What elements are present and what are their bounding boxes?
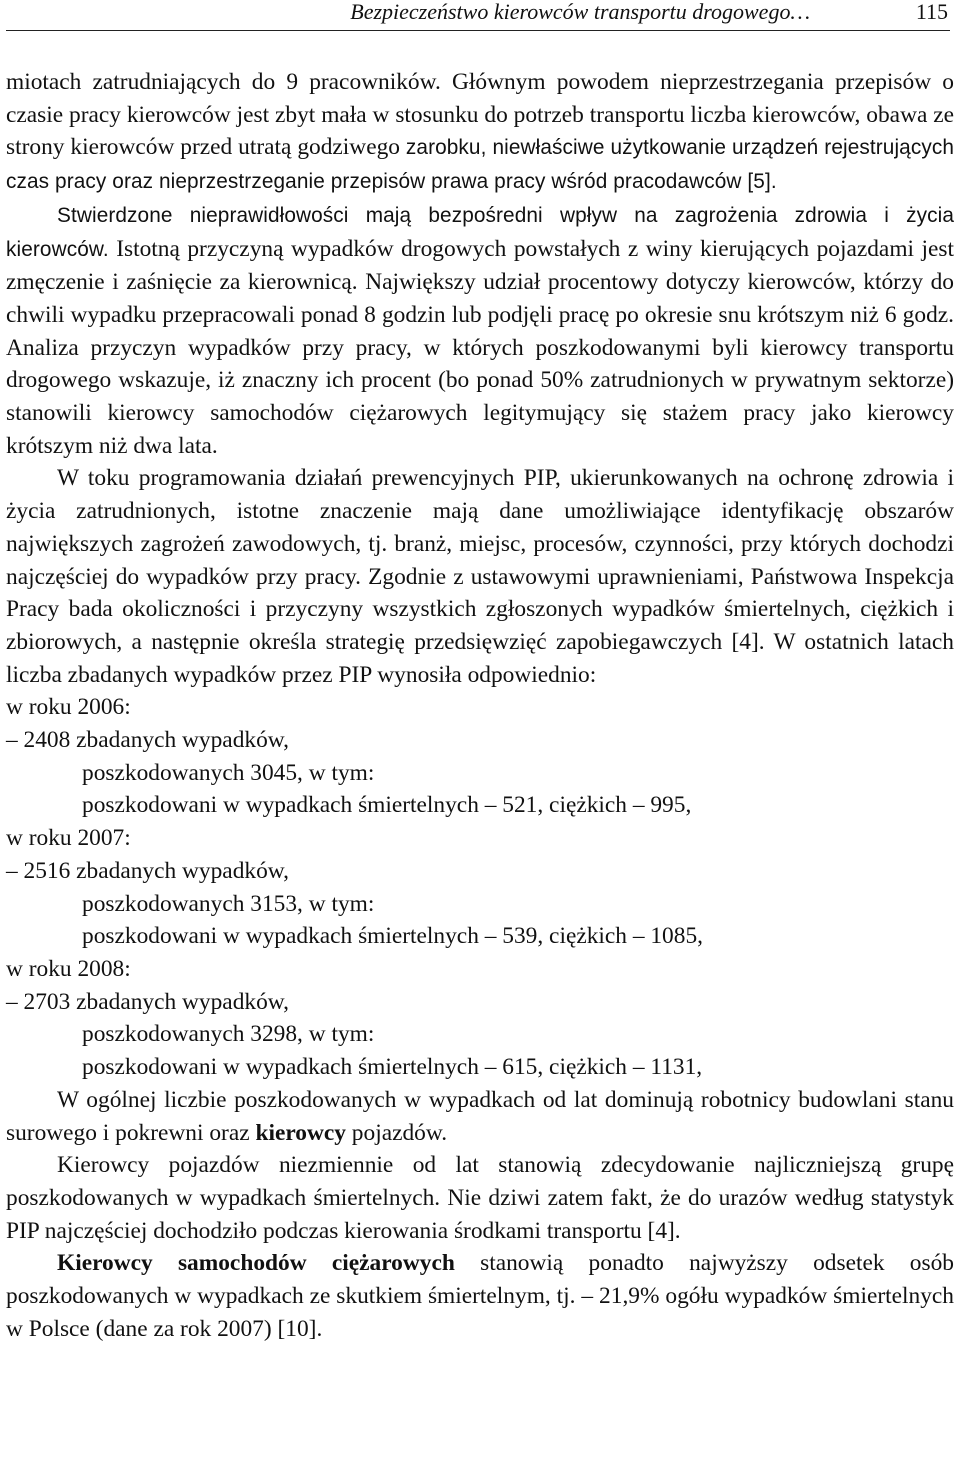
paragraph-1-text-a: miotach zatrudniających do 9 pracowników. Głównym powodem nieprzestrzegania przepisów o czasie pracy kierowców jest zbyt mała w stosunku do potrzeb transportu liczba kierowców, obawa ze strony kierowców przed utratą godziwego: [6, 69, 954, 161]
stat-breakdown-line: poszkodowani w wypadkach śmiertelnych – 615, ciężkich – 1131,: [82, 1054, 703, 1081]
paragraph-2: [6, 199, 954, 463]
stat-breakdown-line: poszkodowani w wypadkach śmiertelnych – 539, ciężkich – 1085,: [82, 923, 703, 950]
statistics-2006: [6, 691, 954, 822]
paragraph-4: [6, 1084, 954, 1149]
paragraph-5: Kierowcy pojazdów niezmiennie od lat stanowią zdecydowanie najliczniejszą grupę poszkodowanych w wypadkach śmiertelnych. Nie dziwi zatem fakt, że do urazów według statystyk PIP najczęściej dochodziło podczas kierowania środkami transportu [4].: [6, 1152, 954, 1244]
stat-year-line: w roku 2008:: [6, 955, 131, 982]
page-number: 115: [915, 0, 948, 24]
stat-injured-line: poszkodowanych 3045, w tym:: [82, 759, 375, 786]
statistics-2007: [6, 822, 954, 953]
stat-year-line: w roku 2007:: [6, 825, 131, 852]
paragraph-4-text-a: W ogólnej liczbie poszkodowanych w wypadkach od lat dominują robotnicy budowlani stanu surowego i pokrewni oraz: [6, 1086, 954, 1146]
paragraph-1: [6, 66, 954, 199]
paragraph-4-text-b: pojazdów.: [345, 1119, 448, 1146]
running-header: [6, 0, 950, 31]
stat-year-line: w roku 2006:: [6, 694, 131, 721]
paragraph-6-bold: Kierowcy samochodów ciężarowych: [57, 1250, 455, 1277]
paragraph-2-text-c: Największy udział procentowy dotyczy kierowców, którzy do chwili wypadku przepracowali ponad 8 godzin lub podjęli pracę po okresie snu krótszym niż 6 godz.: [6, 269, 955, 328]
paragraph-1-text-b: zarobku, niewłaściwe użytkowanie urządzeń rejestrujących czas pracy oraz nieprzestrzeganie przepisów prawa pracy wśród pracodawców [5].: [6, 136, 954, 194]
running-title: Bezpieczeństwo kierowców transportu drogowego…: [350, 0, 810, 24]
paragraph-6: [6, 1247, 954, 1345]
paragraph-4-bold: kierowcy: [255, 1119, 346, 1146]
paragraph-3: W toku programowania działań prewencyjnych PIP, ukierunkowanych na ochronę zdrowia i życia zatrudnionych, istotne znaczenie mają dane umożliwiające identyfikację obszarów największych zagrożeń zawodowych, tj. branż, miejsc, procesów, czynności, przy których dochodzi najczęściej do wypadków przy pracy. Zgodnie z ustawowymi uprawnieniami, Państwowa Inspekcja Pracy bada okoliczności i przyczyny wszystkich zgłoszonych wypadków śmiertelnych, ciężkich i zbiorowych, a następnie określa strategię przedsięwzięć zapobiegawczych [4]. W ostatnich latach liczba zbadanych wypadków przez PIP wynosiła odpowiednio:: [6, 465, 954, 688]
stat-investigated-line: – 2516 zbadanych wypadków,: [6, 857, 289, 884]
statistics-2008: [6, 953, 954, 1084]
stat-injured-line: poszkodowanych 3298, w tym:: [82, 1021, 375, 1048]
paragraph-2-text-b: Istotną przyczyną wypadków drogowych powstałych z winy kierujących pojazdami jest zmęczenie i zaśnięcie za kierownicą.: [6, 235, 954, 296]
paragraph-6-text: stanowią ponadto najwyższy odsetek osób poszkodowanych w wypadkach ze skutkiem śmiertelnym, tj. – 21,9% ogółu wypadków śmiertelnych w Polsce (dane za rok 2007) [10].: [6, 1250, 954, 1342]
stat-investigated-line: – 2408 zbadanych wypadków,: [6, 727, 289, 754]
paragraph-2-text-d: Analiza przyczyn wypadków przy pracy, w których poszkodowanymi byli kierowcy transportu drogowego wskazuje, iż znaczny ich procent (bo ponad 50% zatrudnionych w prywatnym sektorze) stanowili kierowcy samochodów ciężarowych legitymujący się stażem pracy jako kierowcy krótszym niż dwa lata.: [6, 334, 954, 459]
body-text: [6, 66, 954, 1345]
paragraph-2-text-a: Stwierdzone nieprawidłowości mają bezpośredni wpływ na zagrożenia zdrowia i życia kierowców.: [6, 203, 954, 261]
stat-breakdown-line: poszkodowani w wypadkach śmiertelnych – 521, ciężkich – 995,: [82, 792, 692, 819]
stat-investigated-line: – 2703 zbadanych wypadków,: [6, 988, 289, 1015]
stat-injured-line: poszkodowanych 3153, w tym:: [82, 890, 375, 917]
